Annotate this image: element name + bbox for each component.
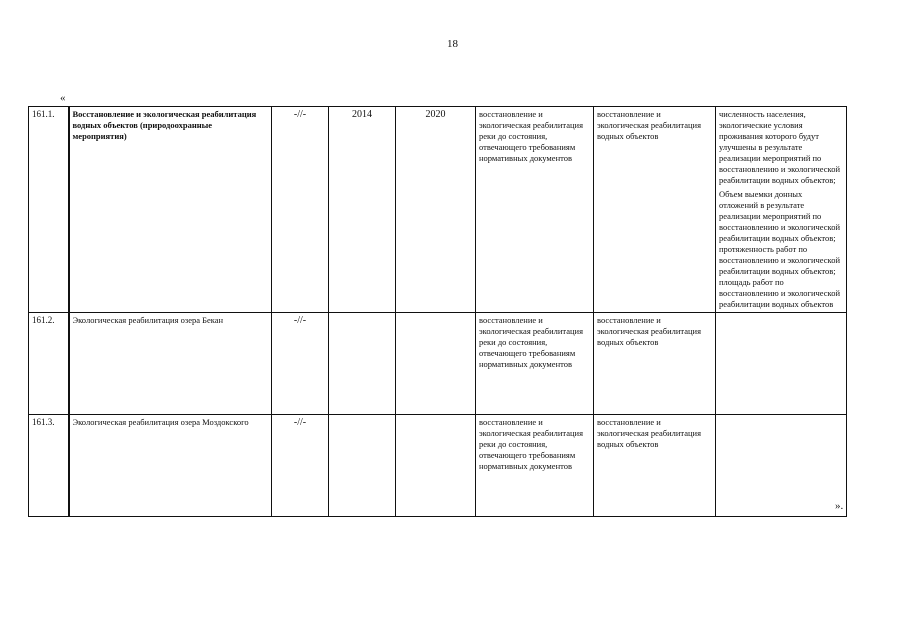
- executor-cell: -//-: [272, 415, 329, 517]
- table-row: [29, 107, 847, 313]
- measures-table: [28, 106, 847, 517]
- start-year: 2014: [329, 107, 396, 313]
- end-year: [396, 415, 476, 517]
- indicator-paragraph: численность населения, экологические условия проживания которого будут улучшены в результате реализации мероприятий по восстановлению и экологической реабилитации водных объектов;: [719, 109, 841, 185]
- indicators-cell: [716, 107, 847, 313]
- opening-quote: «: [60, 92, 66, 104]
- expected-result: восстановление и экологическая реабилитация реки до состояния, отвечающего требованиям нормативных документов: [476, 313, 594, 415]
- page-number: 18: [447, 38, 458, 50]
- row-number: 161.3.: [29, 415, 69, 517]
- executor-cell: -//-: [272, 107, 329, 313]
- indicator-paragraph: Объем выемки донных отложений в результате реализации мероприятий по восстановлению и экологической реабилитации водных объектов; протяженность работ по восстановлению и экологической реабилитации водных объектов; площадь работ по восстановлению и экологической реабилитации водных объектов: [719, 189, 841, 309]
- row-number: 161.2.: [29, 313, 69, 415]
- expected-result: восстановление и экологическая реабилитация реки до состояния, отвечающего требованиям нормативных документов: [476, 107, 594, 313]
- closing-quote: ».: [835, 500, 844, 512]
- end-year: 2020: [396, 107, 476, 313]
- expected-result: восстановление и экологическая реабилитация реки до состояния, отвечающего требованиям нормативных документов: [476, 415, 594, 517]
- start-year: [329, 415, 396, 517]
- end-year: [396, 313, 476, 415]
- table-row: [29, 415, 847, 517]
- start-year: [329, 313, 396, 415]
- row-number: 161.1.: [29, 107, 69, 313]
- measure-name: Восстановление и экологическая реабилитация водных объектов (природоохранные мероприятия): [69, 107, 272, 313]
- executor-cell: -//-: [272, 313, 329, 415]
- measure-name: Экологическая реабилитация озера Моздокского: [69, 415, 272, 517]
- main-directions: восстановление и экологическая реабилитация водных объектов: [594, 107, 716, 313]
- measure-name: Экологическая реабилитация озера Бекан: [69, 313, 272, 415]
- main-directions: восстановление и экологическая реабилитация водных объектов: [594, 415, 716, 517]
- indicators-cell: [716, 415, 847, 517]
- indicators-cell: [716, 313, 847, 415]
- table-row: [29, 313, 847, 415]
- main-directions: восстановление и экологическая реабилитация водных объектов: [594, 313, 716, 415]
